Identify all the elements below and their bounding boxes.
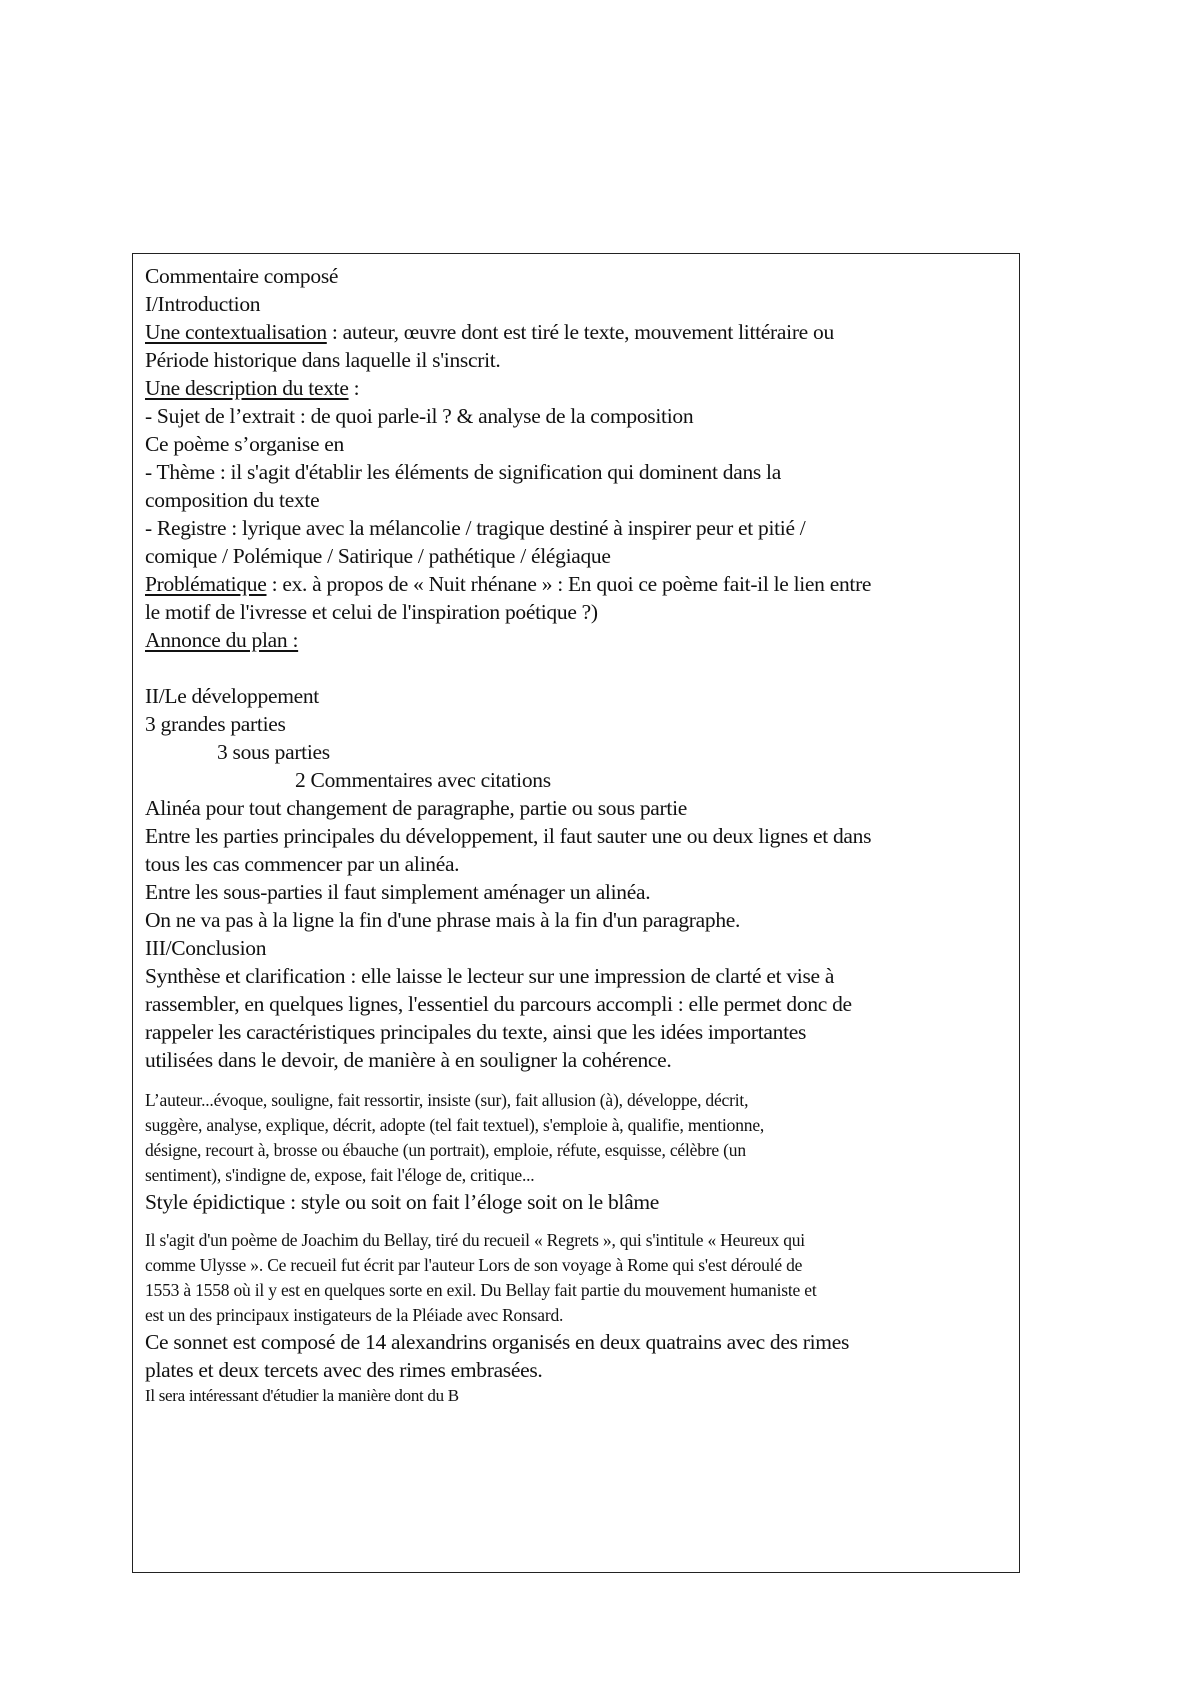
spacer bbox=[145, 1216, 1010, 1228]
verbs-line-3: désigne, recourt à, brosse ou ébauche (un portrait), emploie, réfute, esquisse, célèbre (un bbox=[145, 1140, 746, 1160]
between-subparts-line: Entre les sous-parties il faut simplement aménager un alinéa. bbox=[145, 880, 651, 904]
parts-line: 3 grandes parties bbox=[145, 712, 286, 736]
final-line: Il sera intéressant d'étudier la manière dont du B bbox=[145, 1386, 459, 1405]
context-line bbox=[145, 318, 1010, 346]
conclusion-line-3: rappeler les caractéristiques principales du texte, ainsi que les idées importantes bbox=[145, 1020, 807, 1044]
development-heading: II/Le développement bbox=[145, 684, 319, 708]
subparts-line: 3 sous parties bbox=[217, 740, 330, 764]
conclusion-line-1: Synthèse et clarification : elle laisse le lecteur sur une impression de clarté et vise à bbox=[145, 964, 835, 988]
description-line bbox=[145, 374, 1010, 402]
verbs-line-2: suggère, analyse, explique, décrit, adopte (tel fait textuel), s'emploie à, qualifie, mentionne, bbox=[145, 1115, 765, 1135]
context-rest: : auteur, œuvre dont est tiré le texte, mouvement littéraire ou bbox=[326, 320, 834, 344]
verbs-line-4: sentiment), s'indigne de, expose, fait l'éloge de, critique... bbox=[145, 1165, 535, 1185]
spacer bbox=[145, 1074, 1010, 1088]
registre-line-2: comique / Polémique / Satirique / pathétique / élégiaque bbox=[145, 544, 611, 568]
document-body bbox=[145, 262, 1010, 1408]
verbs-paragraph bbox=[145, 1088, 1010, 1188]
theme-line-2: composition du texte bbox=[145, 488, 320, 512]
example-line-1: Il s'agit d'un poème de Joachim du Bellay, tiré du recueil « Regrets », qui s'intitule « Heureux qui bbox=[145, 1230, 805, 1250]
registre-line-1: - Registre : lyrique avec la mélancolie / tragique destiné à inspirer peur et pitié / bbox=[145, 516, 806, 540]
example-line-4: est un des principaux instigateurs de la Pléiade avec Ronsard. bbox=[145, 1305, 564, 1325]
blank-line bbox=[145, 654, 1010, 682]
example-line-2: comme Ulysse ». Ce recueil fut écrit par l'auteur Lors de son voyage à Rome qui s'est déroulé de bbox=[145, 1255, 803, 1275]
subject-line: - Sujet de l’extrait : de quoi parle-il ? & analyse de la composition bbox=[145, 404, 694, 428]
line-rule: On ne va pas à la ligne la fin d'une phrase mais à la fin d'un paragraphe. bbox=[145, 908, 741, 932]
document-title: Commentaire composé bbox=[145, 264, 339, 288]
verbs-line-1: L’auteur...évoque, souligne, fait ressortir, insiste (sur), fait allusion (à), développe, décrit, bbox=[145, 1090, 749, 1110]
between-parts-line-2: tous les cas commencer par un alinéa. bbox=[145, 852, 460, 876]
style-line: Style épidictique : style ou soit on fait l’éloge soit on le blâme bbox=[145, 1190, 660, 1214]
alinea-line: Alinéa pour tout changement de paragraphe, partie ou sous partie bbox=[145, 796, 687, 820]
annonce-line bbox=[145, 626, 1010, 654]
annonce-label: Annonce du plan : bbox=[145, 628, 299, 652]
problematique-line bbox=[145, 570, 1010, 598]
comments-line: 2 Commentaires avec citations bbox=[295, 768, 551, 792]
problematique-label: Problématique bbox=[145, 572, 267, 596]
problematique-line-2: le motif de l'ivresse et celui de l'inspiration poétique ?) bbox=[145, 600, 598, 624]
intro-heading: I/Introduction bbox=[145, 292, 261, 316]
context-line-2: Période historique dans laquelle il s'inscrit. bbox=[145, 348, 501, 372]
context-label: Une contextualisation bbox=[145, 320, 327, 344]
conclusion-heading: III/Conclusion bbox=[145, 936, 267, 960]
between-parts-line-1: Entre les parties principales du développement, il faut sauter une ou deux lignes et dans bbox=[145, 824, 872, 848]
sonnet-line-1: Ce sonnet est composé de 14 alexandrins organisés en deux quatrains avec des rimes bbox=[145, 1330, 850, 1354]
theme-line-1: - Thème : il s'agit d'établir les éléments de signification qui dominent dans la bbox=[145, 460, 781, 484]
conclusion-line-4: utilisées dans le devoir, de manière à en souligner la cohérence. bbox=[145, 1048, 672, 1072]
sonnet-line-2: plates et deux tercets avec des rimes embrasées. bbox=[145, 1358, 543, 1382]
example-paragraph bbox=[145, 1228, 1010, 1328]
conclusion-line-2: rassembler, en quelques lignes, l'essentiel du parcours accompli : elle permet donc de bbox=[145, 992, 852, 1016]
description-rest: : bbox=[348, 376, 360, 400]
description-label: Une description du texte bbox=[145, 376, 349, 400]
example-line-3: 1553 à 1558 où il y est en quelques sorte en exil. Du Bellay fait partie du mouvement humaniste et bbox=[145, 1280, 817, 1300]
problematique-rest: : ex. à propos de « Nuit rhénane » : En quoi ce poème fait-il le lien entre bbox=[266, 572, 872, 596]
organise-line: Ce poème s’organise en bbox=[145, 432, 344, 456]
